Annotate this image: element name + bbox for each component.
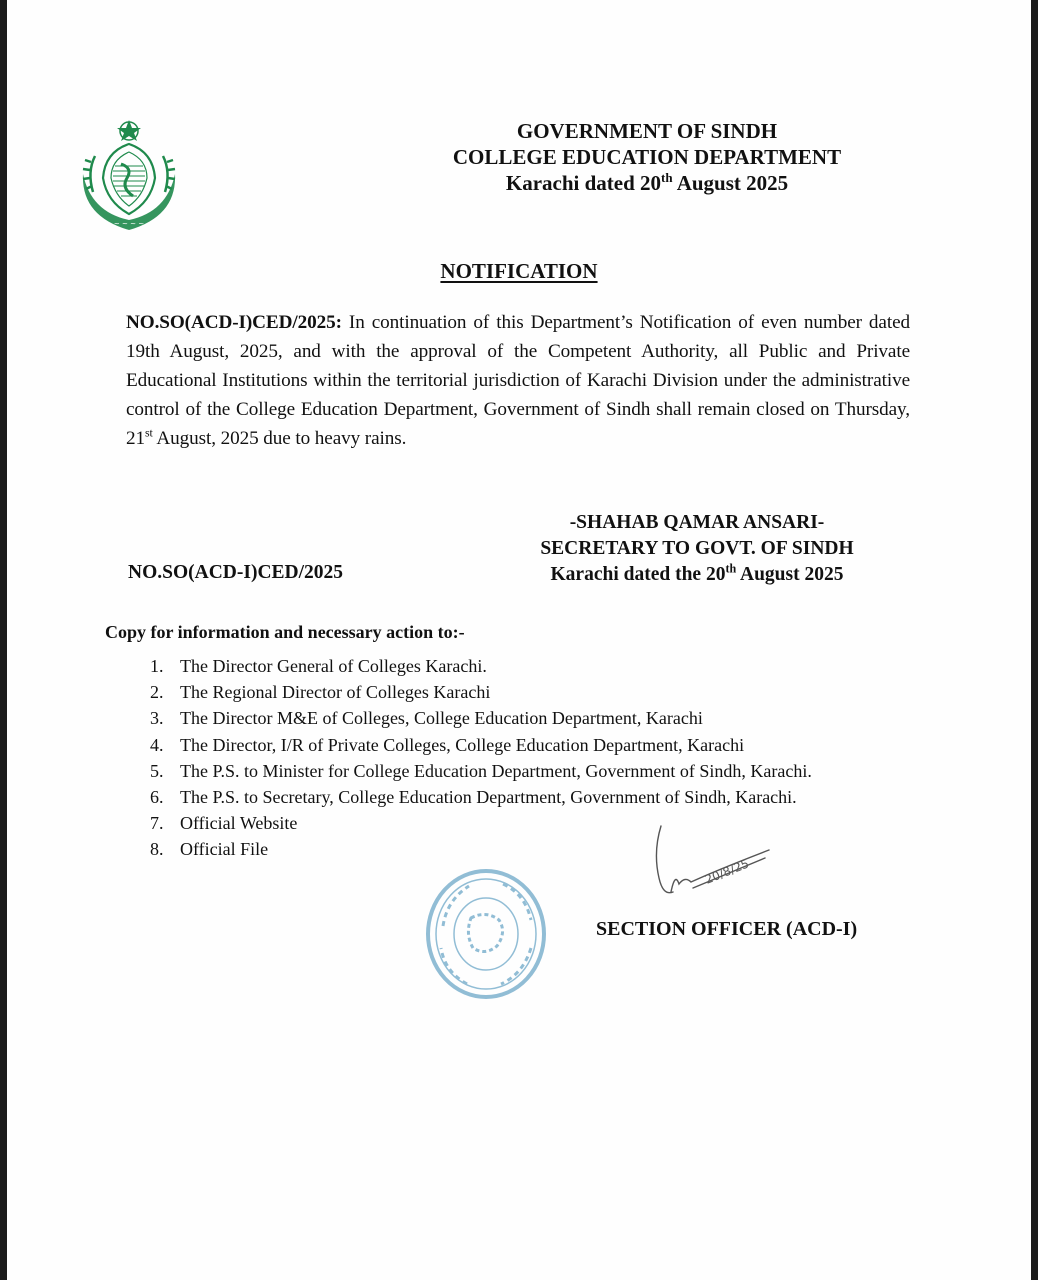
list-item: 2. The Regional Director of Colleges Karachi <box>150 682 491 703</box>
list-item: 8. Official File <box>150 839 269 860</box>
sindh-emblem-icon <box>71 116 187 238</box>
header-department: COLLEGE EDUCATION DEPARTMENT <box>452 145 842 169</box>
header-government: GOVERNMENT OF SINDH <box>516 119 778 143</box>
header-date: Karachi dated 20th August 2025 <box>505 170 789 195</box>
reference-number: NO.SO(ACD-I)CED/2025 <box>128 562 344 583</box>
signatory-designation: SECRETARY TO GOVT. OF SINDH <box>540 538 854 559</box>
list-item: 7. Official Website <box>150 813 298 834</box>
section-officer-title: SECTION OFFICER (ACD-I) <box>596 918 858 940</box>
list-item: 4. The Director, I/R of Private Colleges, College Education Department, Karachi <box>150 734 745 755</box>
svg-text:~ ~ ~ ~: ~ ~ ~ ~ <box>113 220 145 228</box>
copy-heading: Copy for information and necessary action to:- <box>105 622 465 642</box>
signatory-date: Karachi dated the 20th August 2025 <box>550 561 844 585</box>
notification-body: NO.SO(ACD-I)CED/2025: In continuation of this Department’s Notification of even number dated 19th August, 2025, and with the approval of the Competent Authority, all Public and Private Educational Institutions within the territorial jurisdiction of Karachi Division under the administrative control of the College Education Department, Government of Sindh shall remain closed on Thursday, 21st August, 2025 due to heavy rains. <box>126 312 910 449</box>
signatory-name: -SHAHAB QAMAR ANSARI- <box>569 512 825 533</box>
list-item: 3. The Director M&E of Colleges, College Education Department, Karachi <box>150 708 703 729</box>
list-item: 5. The P.S. to Minister for College Education Department, Government of Sindh, Karachi. <box>150 760 812 781</box>
svg-text:20/8/25: 20/8/25 <box>702 856 752 887</box>
notification-ref: NO.SO(ACD-I)CED/2025: <box>126 312 342 333</box>
document-page <box>7 0 1031 1280</box>
notification-title: NOTIFICATION <box>440 259 598 283</box>
handwritten-signature-icon <box>647 822 777 902</box>
list-item: 6. The P.S. to Secretary, College Education Department, Government of Sindh, Karachi. <box>150 787 797 808</box>
official-seal-icon <box>423 866 549 1002</box>
list-item: 1. The Director General of Colleges Karachi. <box>150 656 487 676</box>
